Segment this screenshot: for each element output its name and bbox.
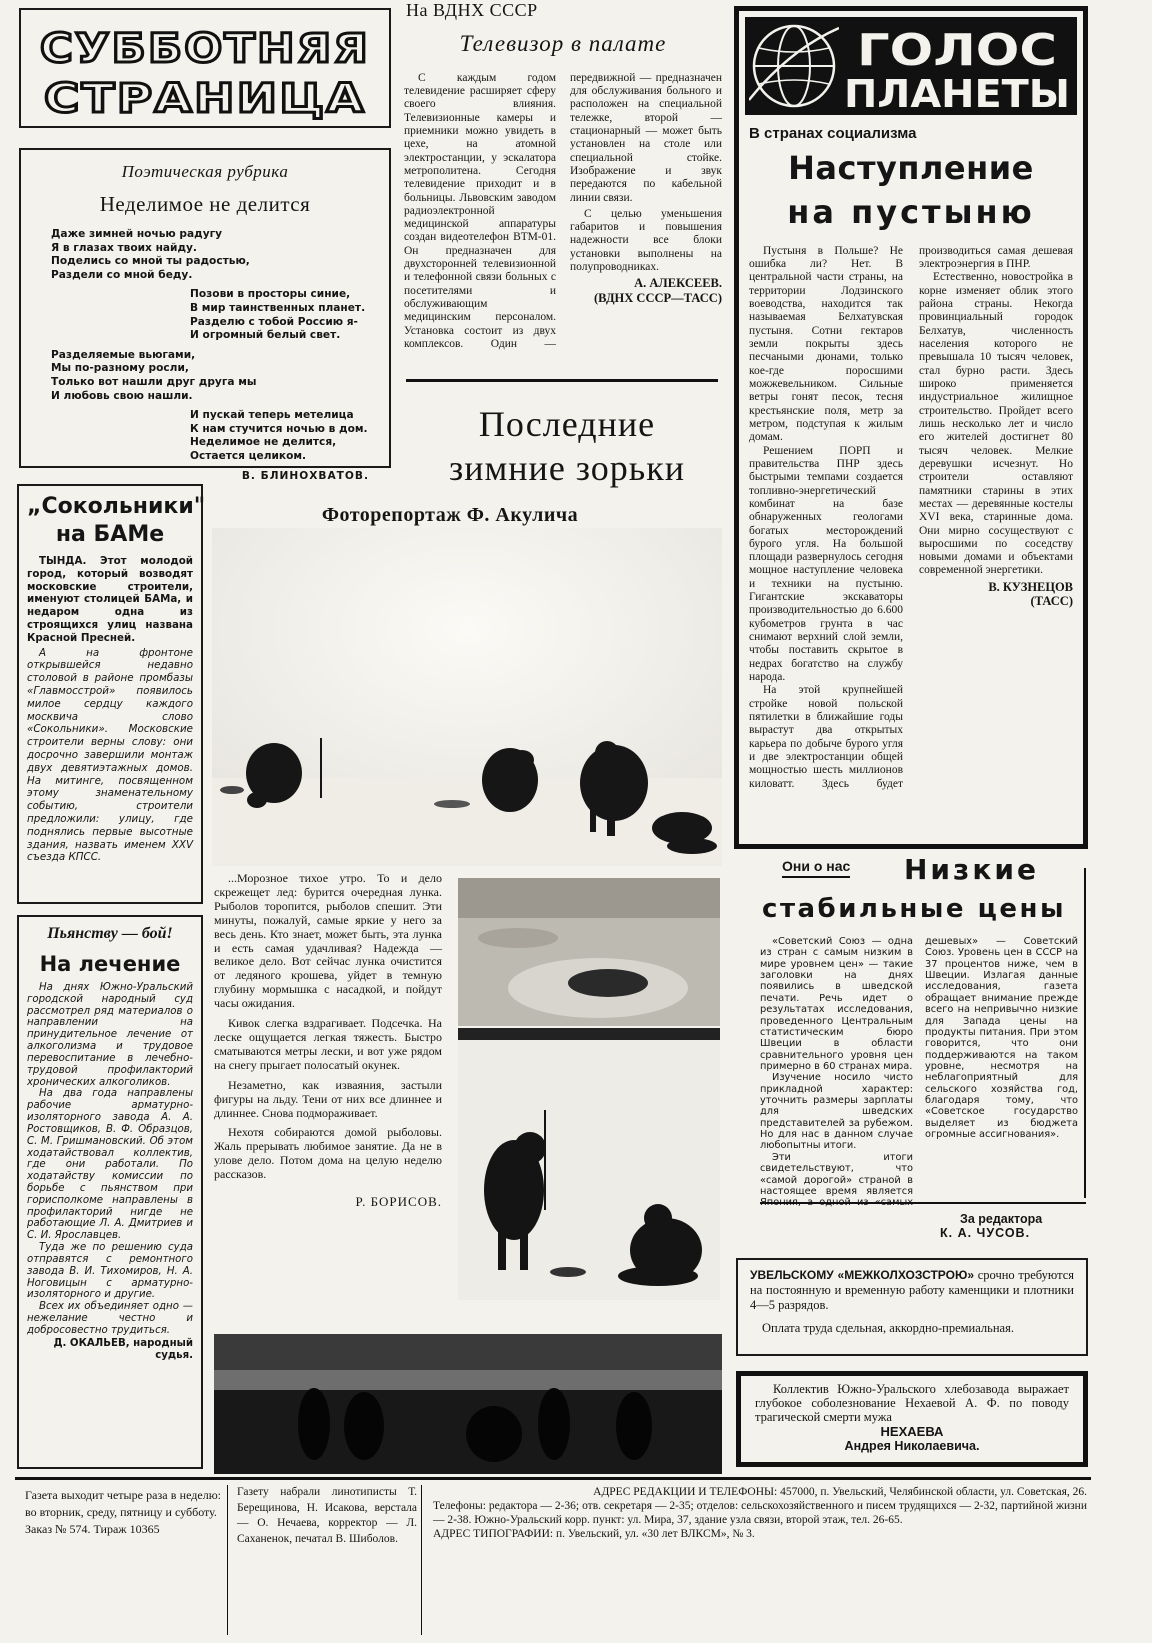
footer-printer: АДРЕС ТИПОГРАФИИ: п. Увельский, ул. «30 лет ВЛКСМ», № 3.: [433, 1528, 755, 1540]
ice-hole-photo: [458, 878, 720, 1026]
photo-headline-line1: Последние: [478, 404, 656, 444]
drink-paragraph: На днях Южно-Уральский городской народный суд рассмотрел ряд материалов о направлении на принудительное лечение от алкоголизма и трудовое перевоспитание в лечебно-трудовой профилакторий хронических алкоголиков.: [27, 981, 193, 1088]
tv-source: (ВДНХ СССР—ТАСС): [593, 290, 722, 305]
rule: [406, 379, 718, 382]
planet-paragraph: Пустыня в Польше? Не ошибка ли? Нет. В центральной части страны, на территории Лодзинского воеводства, находится так называемая Белхатувская пустыня. Сотни гектаров земли покрыты здесь песчаными дюнами, только кое-где поросшими можжевельником. Сильные ветры гонят песок, тесня крестьянские поля, метр за метром, подступая к жилым домам.: [749, 244, 903, 444]
photo-headline-line2: зимние зорьки: [449, 447, 685, 488]
prices-article: [734, 854, 1088, 1244]
planet-headline-line2: на пустыню: [787, 192, 1035, 231]
bam-body: А на фронтоне открывшейся недавно столовой в районе промбазы «Главмосстрой» появилось милое сердцу каждого москвича слово «Сокольники». Московские строители верны слову: они досрочно завершили монтаж двух девятиэтажных домов. На митинге, посвященном этому знаменательному событию, строители предложили: улицу, где поднялись первые высотные здания, назвать именем XXV съезда КПСС.: [27, 646, 193, 864]
poem-line: Только вот нашли друг друга мы: [51, 376, 257, 389]
planet-box: [734, 6, 1088, 849]
job-ad-body: срочно требуются на постоянную и временную работу каменщики и плотники 4—5 разрядов.: [750, 1268, 1074, 1312]
poem-line: Даже зимней ночью радугу: [51, 228, 223, 241]
condolence-full-name: Андрея Николаевича.: [844, 1439, 980, 1454]
poem-text: [35, 228, 375, 464]
poem-box: [19, 148, 391, 482]
photo-paragraph: Нехотя собираются домой рыболовы. Жаль прерывать любимое занятие. Да не в улове дело. Потом дома на целую неделю рассказов.: [214, 1125, 442, 1182]
prices-paragraph: Изучение носило чисто прикладной характер: уточнить размеры зарплаты для шведских представителей за рубежом. Но для нас в данном случае любопытны итоги.: [760, 1072, 913, 1152]
prices-body: [760, 936, 1078, 1218]
two-fishermen-image: [458, 1040, 720, 1300]
tv-kicker: На ВДНХ СССР: [406, 0, 538, 20]
bam-headline-line1: „Сокольники": [27, 494, 206, 519]
tv-headline: Телевизор в палате: [459, 30, 667, 56]
condolence-name: НЕХАЕВА: [880, 1424, 944, 1439]
photo-byline: Фоторепортаж Ф. Акулича: [321, 504, 579, 526]
prices-paragraph: «Советский Союз — одна из стран с самым низким в мире уровнем цен» — такие заголовки на днях появились в шведской печати. Речь идет о результатах исследования, проведенного Центральным статистическим бюро Швеции в области сравнительного уровня цен примерно в 60 странах мира.: [760, 936, 913, 1072]
drink-signature: Д. ОКАЛЬЕВ, народный судья.: [53, 1337, 193, 1361]
prices-signature: К. А. ЧУСОВ.: [940, 1226, 1031, 1240]
drink-paragraph: Всех их объединяет одно — нежелание честно и добросовестно трудиться.: [27, 1301, 193, 1336]
masthead: [19, 8, 391, 128]
bam-lead: [27, 555, 193, 645]
poem-title: Неделимое не делится: [99, 191, 311, 216]
planet-paragraph: На этой крупнейшей стройке новой польской пятилетки в ближайшие годы вырастут два открытых карьера по добыче бурого угля и две электростанции общей мощностью шесть миллионов киловатт. Здесь будет производиться самая дешевая электроэнергия в ПНР.: [749, 244, 1073, 790]
poem-stanza: [190, 288, 375, 342]
winter-fishing-photo: [212, 528, 722, 866]
planet-headline-line1: Наступление: [788, 149, 1034, 188]
rule: [760, 1202, 1086, 1204]
poem-line: К нам стучится ночью в дом.: [190, 422, 368, 435]
condolence-text: Коллектив Южно-Уральского хлебозавода выражает глубокое соболезнование Нехаевой А. Ф. по поводу трагической смерти мужа: [755, 1382, 1069, 1424]
poem-rubric: Поэтическая рубрика: [121, 162, 289, 181]
poem-line: В мир таинственных планет.: [190, 302, 366, 315]
photo-paragraph: ...Морозное тихое утро. То и дело скрежещет лед: бурится очередная лунка. Рыболов торопится, рыболов спешит. Эти минуты, пожалуй, самые яркие у него за весь день. Кто знает, может быть, эта лунка и есть самая удачливая? Надежда — великое дело. Вот сейчас лунка очистится от ледяного крошева, уйдет в темную глубину мормышка с насадкой, и пойдут часы ожидания.: [214, 871, 442, 1011]
poem-line: Разделю с тобой Россию я-: [190, 315, 358, 328]
poem-line: И любовь свою нашли.: [51, 389, 193, 402]
job-ad-pay: Оплата труда сдельная, аккордно-премиальная.: [762, 1321, 1014, 1335]
photo-report-body: [214, 872, 442, 1209]
masthead-title-line2: СТРАНИЦА: [44, 76, 366, 120]
poem-line: Неделимое не делится,: [190, 436, 337, 449]
poem-line: Разделяемые вьюгами,: [51, 348, 196, 361]
poem-stanza: [190, 409, 375, 463]
job-ad-text: [750, 1268, 1074, 1313]
planet-logo-line2: ПЛАНЕТЫ: [844, 72, 1070, 113]
rule: [1084, 868, 1086, 1198]
footer-phones: Телефоны: редактора — 2-36; отв. секретаря — 2-35; отделов: сельскохозяйственного и писем трудящихся — 2-32, партийной жизни — 2-38. Южно-Уральский корр. пункт: ул. Мира, 37, здание узла связи, второй этаж, тел. 26-65.: [433, 1500, 1087, 1526]
drink-paragraph: На два года направлены рабочие арматурно-изоляторного завода А. А. Ростовщиков, В. Ф. Образцов, С. М. Гришмановский. Об этом ходатайствовал коллектив, где они работали. По ходатайству комиссии по борьбе с пьянством при горисполкоме направлены в профилакторий нигде не работающие Л. А. Дмитриев и С. И. Ярославцев.: [27, 1088, 193, 1242]
planet-source: (ТАСС): [1030, 594, 1073, 609]
drink-body: [27, 982, 193, 1362]
planet-signature: В. КУЗНЕЦОВ: [988, 579, 1073, 594]
prices-rubric: Они о нас: [782, 858, 850, 878]
footer-address-col: [433, 1485, 1087, 1541]
poem-stanza: [51, 349, 375, 403]
masthead-title: [31, 16, 379, 120]
footer: [15, 1481, 1091, 1641]
photo-paragraph: Кивок слегка вздрагивает. Подсечка. На леске ощущается легкая тяжесть. Быстро сматываются метры лески, и вот уже рядом на снегу прыгает полосатый окунек.: [214, 1016, 442, 1072]
drink-box: [17, 915, 203, 1469]
planet-body: [749, 245, 1073, 800]
footer-schedule: Газета выходит четыре раза в неделю: во вторник, среду, пятницу и субботу.: [25, 1488, 221, 1519]
sunset-fishermen-photo: [214, 1334, 722, 1474]
job-ad-org: УВЕЛЬСКОМУ «МЕЖКОЛХОЗСТРОЮ»: [750, 1268, 975, 1282]
planet-logo-line1: ГОЛОС: [857, 25, 1057, 76]
planet-section: В странах социализма: [749, 125, 917, 142]
fishermen-silhouettes: [212, 528, 722, 866]
bam-dateline: ТЫНДА.: [39, 555, 87, 568]
photo-signature: Р. БОРИСОВ.: [355, 1194, 442, 1210]
drink-paragraph: Туда же по решению суда отправятся с ремонтного завода В. И. Тихомиров, Н. А. Ноговицын с арматурно-изоляторного и другие.: [27, 1242, 193, 1301]
poem-line: Мы по-разному росли,: [51, 362, 189, 375]
prices-signature-role: За редактора: [960, 1212, 1043, 1226]
planet-paragraph: Естественно, новостройка в корне изменяет облик этого района страны. Некогда провинциальный городок Белхатув, численность населения которого не превышала 10 тысяч человек, стал бурно расти. Здесь широко применяется индустриальное жилищное строительство. Пройдет всего лишь несколько лет и число его жителей достигнет 80 тысяч человек. Мелкие деревушки исчезнут. Но строители оставляют памятники старины в этих местах — деревянные костелы XVI века, старинные дома. Они мирно сосуществуют с выросшими по соседству новыми домами и объектами современной энергетики.: [919, 271, 1073, 577]
planet-logo: [745, 17, 1077, 115]
poem-line: Поделись со мной ты радостью,: [51, 255, 250, 268]
tv-paragraph: С каждым годом телевидение расширяет сферу своего влияния. Телевизионные камеры и приемники можно увидеть в цехе, на атомной электростанции, у эскалатора метрополитена. Сегодня телевидение приходит и в больницы. Львовским заводом радиоэлектронной медицинской аппаратуры создан видеотелефон ВТМ-01. Он предназначен для двухсторонней телевизионной и телефонной связи больных с посетителями и обслуживающим медицинским персоналом. Установка состоит из двух комплексов. Один — передвижной — предназначен для обслуживания больного и расположен на специальной тележке, второй — стационарный — может быть установлен на столе или специальной стойке. Изображение и звук передаются по кабельной линии связи.: [404, 71, 722, 351]
two-fishermen-photo: [458, 1040, 720, 1300]
photo-paragraph: Незаметно, как изваяния, застыли фигуры на льду. Тени от них все длиннее и длиннее. Снова подмораживает.: [214, 1077, 442, 1120]
poem-line: И огромный белый свет.: [190, 329, 341, 342]
job-ad: [736, 1258, 1088, 1356]
bam-box: [17, 484, 206, 904]
tv-paragraph: С целью уменьшения габаритов и повышения надежности все блоки установки выполнены на полупроводниках.: [570, 207, 722, 274]
tv-signature: А. АЛЕКСЕЕВ.: [634, 276, 722, 291]
masthead-title-line1: СУББОТНЯЯ: [40, 26, 370, 72]
bam-headline-line2: на БАМе: [55, 521, 165, 547]
sunset-fishermen-image: [214, 1334, 722, 1474]
footer-staff-col: [237, 1485, 417, 1547]
drink-headline: На лечение: [39, 951, 181, 976]
planet-paragraph: Решением ПОРП и правительства ПНР здесь быстрыми темпами создается топливно-энергетический комбинат на базе обнаруженных геологами богатых месторождений бурого угля. На большой площади развернулось сегодня мощное наступление человека и техники на пустыню. Гигантские экскаваторы производительностью до 6.600 кубометров грунта в час снимают верхний слой земли, чтобы поставить скрытое в недрах богатство на службу народа.: [749, 444, 903, 684]
poem-line: Раздели со мной беду.: [51, 268, 193, 281]
condolence-box: [736, 1371, 1088, 1467]
ice-hole-image: [458, 878, 720, 1026]
footer-typesetters: Газету набрали линотиписты Т. Берещинова, Н. Исакова, верстала — О. Нечаева, корректор — Л. Саханенок, печатал В. Шиболов.: [237, 1486, 417, 1545]
globe-icon: [749, 20, 839, 112]
poem-line: Я в глазах твоих найду.: [51, 241, 197, 254]
prices-headline-line1: Низкие: [904, 853, 1039, 886]
rule: [227, 1485, 228, 1635]
planet-logo-text: [837, 17, 1077, 113]
footer-order: Заказ № 574. Тираж 10365: [25, 1522, 160, 1536]
poem-stanza: [51, 228, 375, 282]
tv-article: [404, 0, 722, 385]
poem-line: Позови в просторы синие,: [190, 288, 351, 301]
poem-line: И пускай теперь метелица: [190, 409, 354, 422]
drink-rubric: Пьянству — бой!: [47, 925, 173, 942]
rule: [421, 1485, 422, 1635]
prices-headline-line2: стабильные цены: [762, 894, 1066, 924]
footer-address: АДРЕС РЕДАКЦИИ И ТЕЛЕФОНЫ: 457000, п. Увельский, Челябинской области, ул. Советская, 26.: [593, 1486, 1087, 1498]
poem-line: Остается целиком.: [190, 449, 307, 462]
footer-rule: [15, 1477, 1091, 1480]
poem-author: В. БЛИНОХВАТОВ.: [241, 469, 369, 482]
bam-lead-text: Этот молодой город, который возводят московские строители, именуют столицей БАМа, и недаром одна из строящихся улиц названа Красной Пресней.: [27, 555, 193, 644]
prices-paragraph: Эти итоги свидетельствуют, что «самой дорогой» страной в настоящее время является дешевых» — Советский Союз. Уровень цен в СССР на 37 процентов ниже, чем в Швеции. Излагая данные исследования, газета обращает внимание прежде всего на непривычно низкие для Запада цены на продукты питания. При этом говорится, что они поддерживаются на таком уровне, несмотря на неблагоприятный для сельского хозяйства год, благодаря тому, что «Советское государство выделяет из бюджета огромные ассигнования».: [760, 936, 1078, 1197]
footer-schedule-col: [25, 1487, 221, 1538]
tv-body: [404, 72, 722, 352]
